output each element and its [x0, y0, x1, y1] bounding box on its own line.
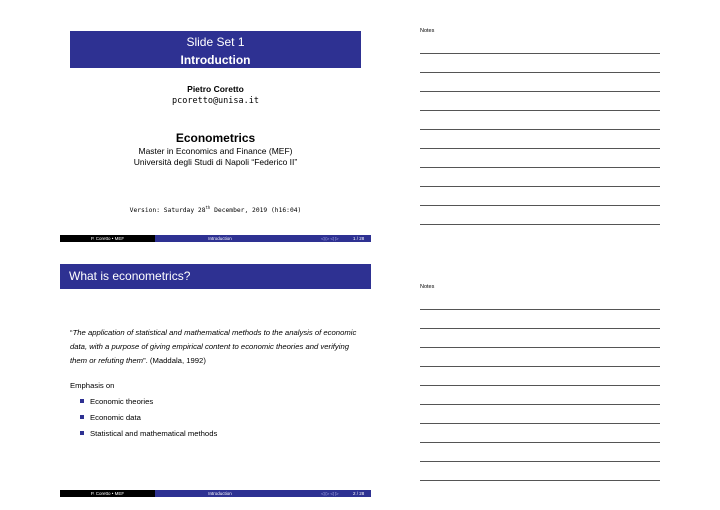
- notes-line: [420, 110, 660, 111]
- footer-page-number: 1 / 28: [353, 236, 365, 241]
- notes-line: [420, 423, 660, 424]
- bullet-square-icon: [80, 399, 84, 403]
- bullet-text: Statistical and mathematical methods: [90, 429, 218, 438]
- notes-line: [420, 442, 660, 443]
- notes-line: [420, 53, 660, 54]
- footer-bar: [155, 490, 371, 497]
- slide-2: [60, 264, 371, 498]
- notes-line: [420, 347, 660, 348]
- slide-footer: [60, 490, 371, 497]
- notes-panel-2: [420, 284, 660, 294]
- notes-line: [420, 148, 660, 149]
- emphasis-label: Emphasis on: [70, 381, 115, 390]
- footer-topic: Introduction: [208, 491, 232, 496]
- quote-close: ”. (Maddala, 1992): [143, 356, 206, 365]
- quote-text: The application of statistical and mathematical methods to the analysis of economic data, with a purpose of giving empirical content to economic theories and verifying them or refuting them: [70, 328, 357, 365]
- bullet-text: Economic theories: [90, 397, 154, 406]
- notes-line: [420, 186, 660, 187]
- nav-arrows-icon[interactable]: ◁ ▷ ◁ ▷: [321, 491, 339, 496]
- version-prefix: Version: Saturday 28: [129, 207, 206, 215]
- notes-label: Notes: [420, 28, 435, 34]
- frame-title: What is econometrics?: [60, 264, 371, 289]
- footer-topic: Introduction: [208, 236, 232, 241]
- slide-set-label: Slide Set 1: [186, 35, 245, 49]
- bullet-text: Economic data: [90, 413, 141, 422]
- notes-line: [420, 72, 660, 73]
- author-name: Pietro Coretto: [187, 84, 244, 94]
- definition-quote: [70, 326, 360, 368]
- title-block: [70, 31, 361, 68]
- footer-author: P. Coretto • MEF: [60, 235, 155, 242]
- list-item: [80, 412, 217, 428]
- author-email: pcoretto@unisa.it: [172, 96, 259, 106]
- version-sup: th: [205, 205, 211, 210]
- bullet-square-icon: [80, 415, 84, 419]
- version-line: [60, 205, 371, 214]
- notes-line: [420, 461, 660, 462]
- notes-line: [420, 480, 660, 481]
- notes-panel-1: [420, 28, 660, 38]
- notes-line: [420, 129, 660, 130]
- notes-line: [420, 205, 660, 206]
- notes-line: [420, 385, 660, 386]
- notes-line: [420, 366, 660, 367]
- footer-page-number: 2 / 28: [353, 491, 365, 496]
- bullet-list: [80, 396, 217, 444]
- program-name: Master in Economics and Finance (MEF): [138, 146, 293, 156]
- slide-footer: [60, 235, 371, 242]
- course-title: Econometrics: [175, 131, 256, 145]
- notes-line: [420, 167, 660, 168]
- notes-line: [420, 91, 660, 92]
- footer-bar: [155, 235, 371, 242]
- notes-line: [420, 328, 660, 329]
- list-item: [80, 428, 217, 444]
- list-item: [80, 396, 217, 412]
- quote-open: “: [70, 328, 73, 337]
- notes-line: [420, 224, 660, 225]
- slide-1: [60, 24, 371, 245]
- bullet-square-icon: [80, 431, 84, 435]
- notes-line: [420, 404, 660, 405]
- notes-line: [420, 309, 660, 310]
- nav-arrows-icon[interactable]: ◁ ▷ ◁ ▷: [321, 236, 339, 241]
- slide-set-title: Introduction: [180, 53, 251, 67]
- university-name: Università degli Studi di Napoli “Federico II”: [133, 157, 298, 167]
- footer-author: P. Coretto • MEF: [60, 490, 155, 497]
- version-suffix: December, 2019 (h16:04): [210, 207, 302, 215]
- notes-label: Notes: [420, 284, 435, 290]
